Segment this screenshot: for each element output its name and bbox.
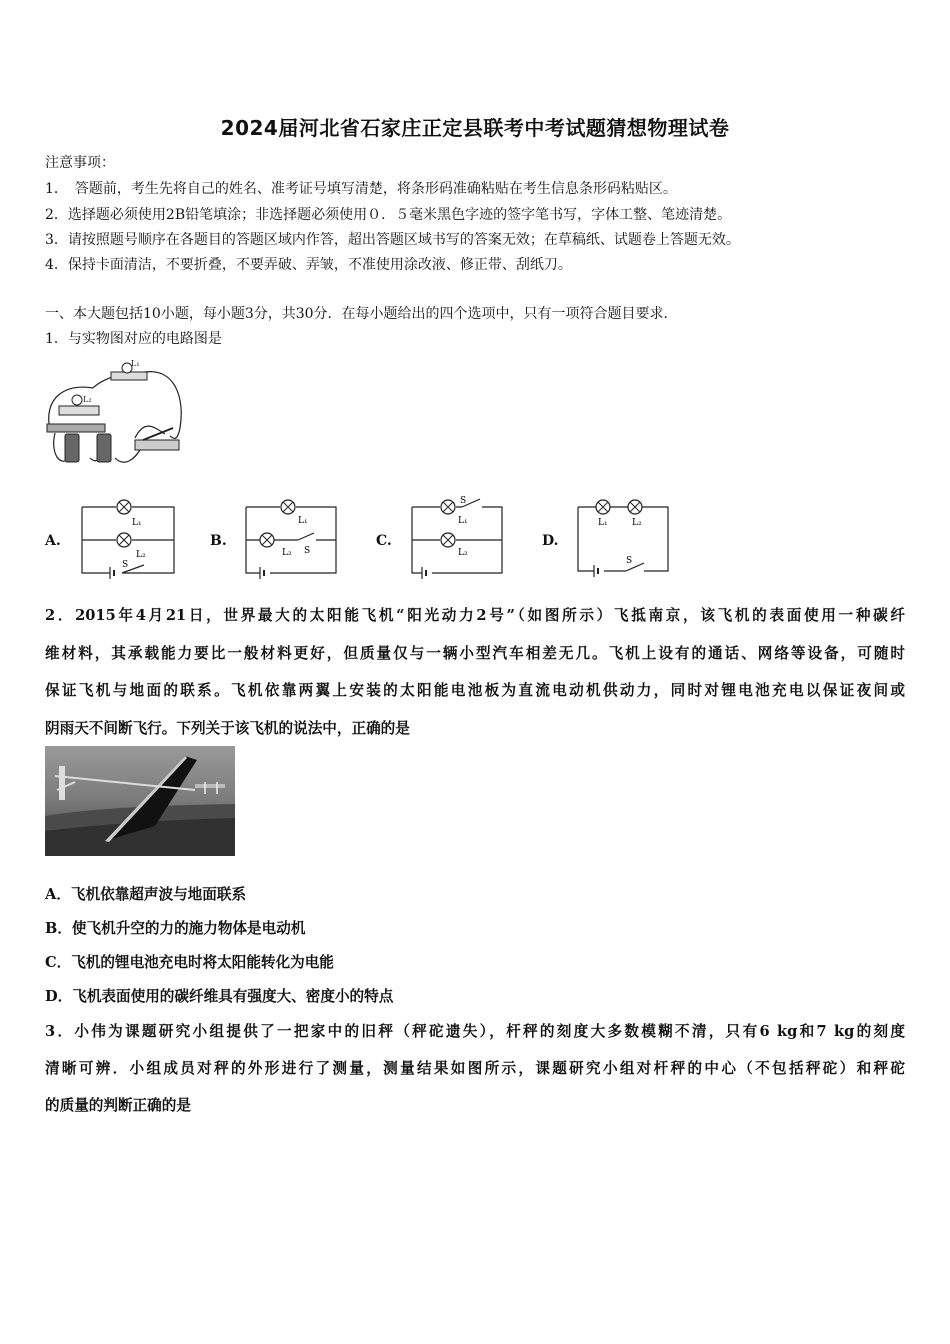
q1-stem: 1．与实物图对应的电路图是: [45, 331, 222, 347]
notice-item-1: 1． 答题前，考生先将自己的姓名、准考证号填写清楚，将条形码准确粘贴在考生信息条形码粘贴区。: [45, 181, 677, 197]
q2-line-3: 保证飞机与地面的联系。飞机依靠两翼上安装的太阳能电池板为直流电动机供动力，同时对锂电池充电以保证夜间或: [45, 682, 905, 699]
option-c-label-l2: L₂: [458, 548, 468, 558]
option-d-label-s: S: [626, 556, 633, 566]
section-heading: 一、本大题包括10小题，每小题3分，共30分．在每小题给出的四个选项中，只有一项符合题目要求．: [45, 306, 678, 322]
q2-line-1: 2．2015年4月21日，世界最大的太阳能飞机“阳光动力2号”（如图所示）飞抵南京，该飞机的表面使用一种碳纤: [45, 607, 905, 624]
option-d-label-l2: L₂: [632, 518, 642, 528]
q2-option-c: C．飞机的锂电池充电时将太阳能转化为电能: [45, 954, 334, 971]
q1-option-d-circuit: [570, 495, 680, 580]
q1-option-b-circuit: [238, 495, 348, 580]
q2-line-4: 阴雨天不间断飞行。下列关于该飞机的说法中，正确的是: [45, 720, 410, 737]
q1-option-a-circuit: [74, 495, 184, 580]
notice-item-2: 2．选择题必须使用2B铅笔填涂；非选择题必须使用０．５毫米黑色字迹的签字笔书写，字体工整、笔迹清楚。: [45, 207, 732, 223]
physical-label-l2: L₂: [83, 395, 92, 404]
option-a-label-l1: L₁: [132, 518, 142, 528]
solar-plane-photo: [45, 746, 235, 856]
option-b-label-l1: L₁: [298, 516, 308, 526]
option-c-label-s: S: [460, 496, 467, 506]
q2-line-2: 维材料，其承载能力要比一般材料更好，但质量仅与一辆小型汽车相差无几。飞机上设有的通话、网络等设备，可随时: [45, 645, 905, 662]
q2-option-a: A．飞机依靠超声波与地面联系: [45, 886, 247, 903]
notice-heading: 注意事项：: [45, 155, 115, 171]
q1-option-c-label: C.: [376, 533, 392, 549]
option-c-label-l1: L₁: [458, 516, 468, 526]
q3-line-1: 3．小伟为课题研究小组提供了一把家中的旧秤（秤砣遗失），杆秤的刻度大多数模糊不清，只有6 kg和7 kg的刻度: [45, 1023, 905, 1040]
option-b-label-l2: L₂: [282, 548, 292, 558]
option-b-label-s: S: [304, 546, 311, 556]
q1-option-d-label: D.: [542, 533, 559, 549]
option-a-label-l2: L₂: [136, 550, 146, 560]
q2-option-b: B．使飞机升空的力的施力物体是电动机: [45, 920, 306, 937]
page-title: 2024届河北省石家庄正定县联考中考试题猜想物理试卷: [220, 116, 730, 140]
q3-line-3: 的质量的判断正确的是: [45, 1097, 191, 1114]
q2-option-d: D．飞机表面使用的碳纤维具有强度大、密度小的特点: [45, 988, 394, 1005]
physical-label-l1: L₁: [131, 359, 140, 368]
q1-option-b-label: B.: [210, 533, 227, 549]
q1-physical-circuit-figure: [45, 358, 195, 470]
notice-item-3: 3．请按照题号顺序在各题目的答题区域内作答，超出答题区域书写的答案无效；在草稿纸、试题卷上答题无效。: [45, 232, 740, 248]
q3-line-2: 清晰可辨．小组成员对秤的外形进行了测量，测量结果如图所示，课题研究小组对杆秤的中心（不包括秤砣）和秤砣: [45, 1060, 905, 1077]
option-a-label-s: S: [122, 560, 129, 570]
q1-option-a-label: A.: [45, 533, 61, 549]
option-d-label-l1: L₁: [598, 518, 608, 528]
q1-option-c-circuit: [404, 495, 514, 580]
notice-item-4: 4．保持卡面清洁，不要折叠，不要弄破、弄皱，不准使用涂改液、修正带、刮纸刀。: [45, 257, 572, 273]
